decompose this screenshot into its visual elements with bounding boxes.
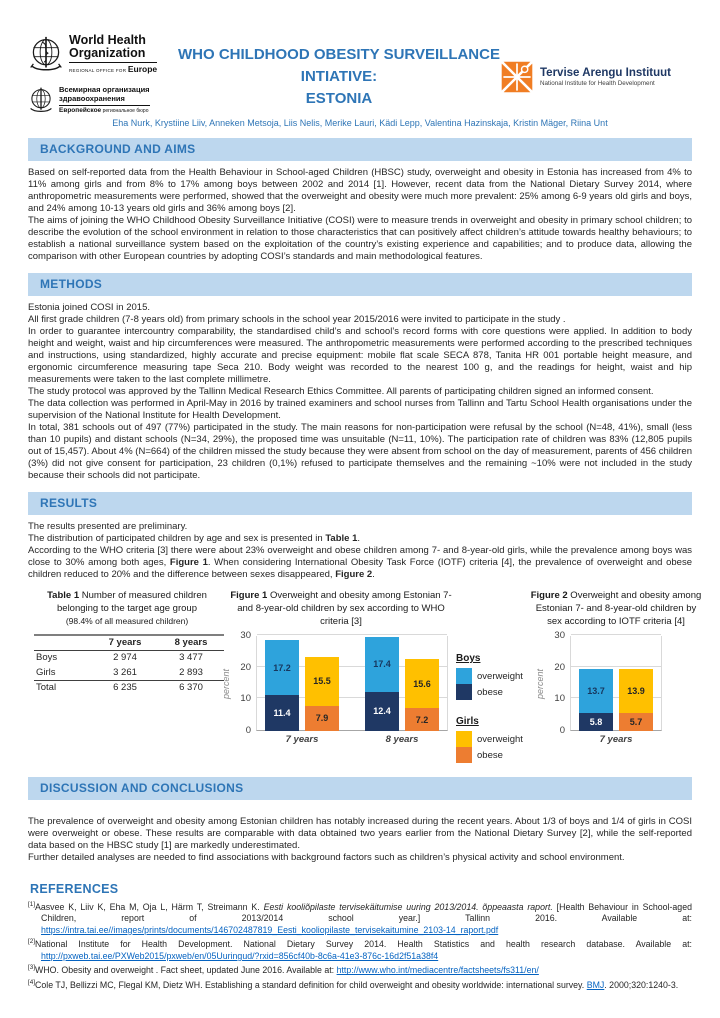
y-tick-label: 20 [554, 661, 565, 673]
legend-group-boys [456, 653, 528, 700]
reference-text: National Institute for Health Development. National Dietary Survey 2014. Health Statistics and health research database. Available at: [35, 939, 692, 950]
methods-text [28, 302, 692, 482]
title-line-2: INTIATIVE: [300, 68, 378, 85]
background-paragraph: The aims of joining the WHO Childhood Obesity Surveillance Initiative (COSI) were to measure trends in overweight and obesity in primary school children; to describe the evolution of the school environment in relation to those characteristics that can positively affect children’s attitude towards healthy behaviours; to establish a national surveillance system based on the exploitation of the country’s existing experience and capabilities; and to produce data, allowing the comparison with other European countries by adopting COSI’s standards and main methodological features. [28, 215, 692, 262]
bar-segment-girls-obese: 7.9 [305, 706, 339, 731]
y-tick-label: 10 [554, 693, 565, 705]
who-logo-russian [28, 86, 178, 114]
y-tick-label: 30 [240, 630, 251, 641]
results-figures-row [28, 589, 702, 763]
bar-segment-girls-obese: 7.2 [405, 708, 439, 731]
authors-line: Eha Nurk, Krystiine Liiv, Anneken Metsoja, Liis Nelis, Merike Lauri, Kädi Lepp, Valentina Hazinskaja, Kristin Mäger, Riina Unt [112, 118, 608, 128]
girls-obese-swatch [456, 747, 472, 763]
reference-item [28, 962, 692, 976]
results-paragraph: According to the WHO criteria [3] there were about 23% overweight and obese children among 7- and 8-year-old girls, while the prevalence among boys was close to 30% among both ages, Figure 1. When considering International Obesity Task Force (IOTF) criteria [4], the prevalence of overweight and obese children reduced to 20% and the difference between sexes disappeared, Figure 2. [28, 545, 692, 580]
reference-italic: Eesti kooliõpilaste tervisekäitumise uuring 2013/2014. õppeaasta raport. [263, 901, 553, 912]
table-cell: 6 235 [113, 682, 137, 694]
results-paragraph: The distribution of participated children by age and sex is presented in Table 1. [28, 533, 360, 544]
bar-boys [579, 669, 613, 731]
who-emblem-ru-icon [28, 86, 54, 114]
reference-text: Cole TJ, Bellizzi MC, Flegal KM, Dietz WH. Establishing a standard definition for child overweight and obesity worldwide: international survey. [35, 979, 587, 990]
y-tick-label: 0 [245, 725, 251, 736]
who-logo-block [28, 34, 178, 114]
tai-logo-text [540, 67, 671, 87]
methods-paragraph: The study protocol was approved by the Tallinn Medical Research Ethics Committee. All parents of participating children signed an informed consent. [28, 386, 654, 397]
boys-overweight-swatch [456, 668, 472, 684]
table-header-row [34, 635, 224, 650]
plot-area [256, 636, 448, 745]
reference-item [28, 936, 692, 962]
legend-item [456, 747, 528, 763]
references-heading: REFERENCES [30, 882, 119, 896]
boys-obese-swatch [456, 684, 472, 700]
table-row [34, 650, 224, 665]
tai-subtitle: National Institute for Health Development [540, 80, 655, 87]
legend-title-girls: Girls [456, 716, 479, 727]
section-heading-methods: METHODS [28, 273, 692, 296]
girls-overweight-swatch [456, 731, 472, 747]
table-cell: Girls [36, 666, 56, 678]
who-regional-small: REGIONAL OFFICE FOR [69, 68, 127, 73]
reference-text: [Health Behaviour in School-aged Children, report of 2013/2014 school year.] Tallinn 2016. Available at: [41, 901, 692, 924]
bar-segment-girls-overweight: 15.6 [405, 659, 439, 708]
poster-title [178, 44, 500, 110]
results-text [28, 521, 692, 581]
bar-segment-girls-obese: 5.7 [619, 713, 653, 731]
who-logo-text [69, 34, 157, 74]
bar-segment-boys-overweight: 17.4 [365, 637, 399, 692]
section-heading-background: BACKGROUND AND AIMS [28, 138, 692, 161]
legend-group-girls [456, 716, 528, 763]
discussion-paragraph: Further detailed analyses are needed to find associations with background factors such as children’s physical activity and school environment. [28, 852, 625, 863]
figure2-caption-label: Figure 2 [530, 590, 568, 601]
methods-paragraph: Estonia joined COSI in 2015. [28, 302, 150, 313]
reference-item [28, 899, 692, 936]
figure1-caption [226, 589, 456, 628]
bar-segment-boys-overweight: 17.2 [265, 640, 299, 694]
reference-marker: [3] [28, 964, 36, 972]
y-axis [221, 630, 256, 736]
table1-caption-note: (98.4% of all measured children) [65, 616, 189, 626]
legend-label: obese [477, 686, 503, 698]
table-header-7years: 7 years [108, 637, 142, 649]
bar-girls [619, 669, 653, 731]
who-ru-line2: здравоохранения [59, 93, 125, 103]
discussion-paragraph: The prevalence of overweight and obesity among Estonian children has notably increased during the recent years. About 1/3 of boys and 1/4 of girls in COSI were overweight or obese. These results are comparable with data obtained two years earlier from the National Dietary Survey [2], while the self-reported data based on the HBSC study [1] are markedly underestimated. [28, 816, 692, 851]
table-header-empty [34, 635, 92, 650]
who-name-line1: World Health [69, 33, 146, 47]
section-heading-results: RESULTS [28, 492, 692, 515]
methods-paragraph: In order to guarantee intercountry comparability, the standardised child’s and school’s record forms with core questions were applied. In addition to body height and weight, waist and hip circumferences were measured. The anthropometric measurements were performed according to the prescribed techniques and instructions, using standardized, highly accurate and precise equipment: mobile flat scale SECA 878, Tanita HR 001 portable height measure, and ergonomic circumference measuring tape Seca 210. Body weight was recorded to the nearest 100 g, and the readings for height, waist and hip measurements were taken to the last complete millimetre. [28, 326, 692, 385]
who-ru-text [59, 86, 150, 114]
who-ru-bureau-bold: Европейское [59, 107, 102, 114]
bar-segment-boys-obese: 11.4 [265, 695, 299, 731]
x-axis-label: 7 years [599, 734, 633, 745]
y-tick-label: 10 [240, 693, 251, 705]
table1-column [28, 589, 226, 763]
who-ru-bureau [59, 105, 150, 114]
who-ru-bureau-rest: региональное бюро [102, 108, 149, 114]
table-row [34, 680, 224, 695]
methods-paragraph: The data collection was performed in April-May in 2016 by trained examiners and school nurses from Tallinn and Tartu School Health organisations under the supervision of the National Institute for Health Development. [28, 398, 692, 421]
chart-legend [456, 589, 528, 763]
plot-area [570, 636, 662, 745]
who-emblem-icon [28, 35, 64, 73]
methods-paragraph: All first grade children (7-8 years old) from primary schools in the school year 2015/2016 were invited to participate in the study . [28, 314, 566, 325]
figure1-chart [221, 630, 456, 745]
table-row [34, 665, 224, 680]
y-axis-title: percent [221, 668, 231, 699]
bar-girls [405, 659, 439, 731]
legend-item [456, 684, 528, 700]
reference-text: WHO. Obesity and overweight . Fact sheet, updated June 2016. Available at: [35, 965, 337, 976]
figure2-caption [528, 589, 704, 628]
table-cell: 2 893 [179, 666, 203, 678]
bar-boys [265, 640, 299, 731]
x-axis-label: 7 years [285, 734, 319, 745]
tai-logo-block [500, 60, 692, 94]
who-ru-line1: Всемирная организация [59, 85, 150, 94]
tai-logo-icon [500, 60, 534, 94]
x-axis-label: 8 years [385, 734, 419, 745]
legend-item [456, 731, 528, 747]
title-line-1: WHO CHILDHOOD OBESITY SURVEILLANCE [178, 46, 500, 63]
discussion-text [28, 816, 692, 864]
references-list [28, 899, 692, 991]
y-tick-label: 20 [240, 661, 251, 673]
figure1-caption-label: Figure 1 [230, 590, 268, 601]
table-header-8years: 8 years [174, 637, 208, 649]
reference-marker: [1] [28, 901, 36, 908]
table-cell: 6 370 [179, 682, 203, 694]
legend-title-boys: Boys [456, 653, 481, 664]
y-tick-label: 0 [559, 725, 565, 736]
section-heading-discussion: DISCUSSION AND CONCLUSIONS [28, 777, 692, 800]
reference-link[interactable]: BMJ [586, 979, 605, 990]
reference-item [28, 977, 692, 991]
table1-caption [28, 589, 226, 628]
legend-item [456, 668, 528, 684]
y-tick-label: 30 [554, 630, 565, 641]
bar-segment-girls-overweight: 13.9 [619, 669, 653, 713]
bar-segment-boys-overweight: 13.7 [579, 669, 613, 712]
bar-segment-boys-obese: 5.8 [579, 713, 613, 731]
who-logo-english [28, 34, 178, 74]
background-text [28, 167, 692, 263]
header [28, 34, 692, 114]
table-cell: 2 974 [113, 652, 137, 664]
who-regional-office [69, 62, 157, 74]
legend-label: overweight [477, 670, 523, 682]
table-cell: 3 477 [179, 652, 203, 664]
title-block [178, 34, 500, 110]
figure2-column [528, 589, 704, 763]
table1-caption-text: Number of measured children belonging to the target age group [57, 590, 207, 614]
table-cell: Boys [36, 652, 58, 664]
y-axis [535, 630, 570, 736]
reference-link[interactable]: http://pxweb.tai.ee/PXWeb2015/pxweb/en/05Uuringud/?rxid=856cf40b-8c6a-41e3-876c-16d2f51a38f4 [41, 950, 439, 961]
legend-label: overweight [477, 733, 523, 745]
y-axis-title: percent [535, 668, 545, 699]
who-regional-europe: Europe [127, 64, 158, 74]
reference-text: . 2000;320:1240-3. [604, 979, 679, 990]
legend-label: obese [477, 749, 503, 761]
figure2-chart [535, 630, 704, 745]
reference-marker: [4] [28, 978, 36, 986]
background-paragraph: Based on self-reported data from the Health Behaviour in School-aged Children (HBSC) study, overweight and obesity in Estonia has increased from 4% to 11% among girls and from 8% to 17% among boys between 2002 and 2014 [1]. However, recent data from the National Dietary Survey 2014, where anthropometric measurements were performed, showed that the overweight and obesity were much more prevalent: 25% among 6-9 years old girls and boys, and 24% among 10-13 years old girls and 36% among boys [2]. [28, 167, 692, 214]
table1-caption-label: Table 1 [47, 590, 80, 601]
table-cell: 3 261 [113, 666, 137, 678]
methods-paragraph: In total, 381 schools out of 497 (77%) participated in the study. The main reasons for non-participation were refusal by the school (N=48, 41%), small (less than 10 pupils) and distant schools (N=34, 29%), the proposed time was unsuitable (N=11, 10%). The participation rate of children was 83% (12,805 pupils out of 15,457). About 4% (N=664) of the children missed the study because they were absent from school on the day of measurement, parents of 456 children (3%) did not give consent for participation, 23 children (0,1%) refused to participate themselves and the remaining ~10% were not included in the study because their schools did not participate. [28, 422, 692, 481]
reference-text: Aasvee K, Liiv K, Eha M, Oja L, Härm T, Streimann K. [35, 901, 264, 912]
who-name-line2: Organization [69, 46, 146, 60]
reference-link[interactable]: https://intra.tai.ee//images/prints/documents/146702487819_Eesti_kooliopilaste_tervisekaitumine_2103-14_raport.pdf [41, 924, 499, 935]
bar-girls [305, 657, 339, 731]
table1 [34, 634, 224, 695]
bar-segment-girls-overweight: 15.5 [305, 657, 339, 706]
figure1-caption-text: Overweight and obesity among Estonian 7- and 8-year-old children by sex according to WHO criteria [3] [237, 590, 452, 627]
title-line-3: ESTONIA [305, 90, 373, 107]
bar-boys [365, 637, 399, 731]
tai-name: Tervise Arengu Instituut [540, 67, 671, 79]
reference-link[interactable]: http://www.who.int/mediacentre/factsheets/fs311/en/ [336, 965, 539, 976]
table-cell: Total [36, 682, 57, 694]
figure1-column [221, 589, 456, 763]
bar-segment-boys-obese: 12.4 [365, 692, 399, 731]
results-paragraph: The results presented are preliminary. [28, 521, 188, 532]
figure2-caption-text: Overweight and obesity among Estonian 7- and 8-year-old children by sex according to IOTF criteria [4] [535, 590, 702, 627]
reference-marker: [2] [28, 938, 36, 946]
